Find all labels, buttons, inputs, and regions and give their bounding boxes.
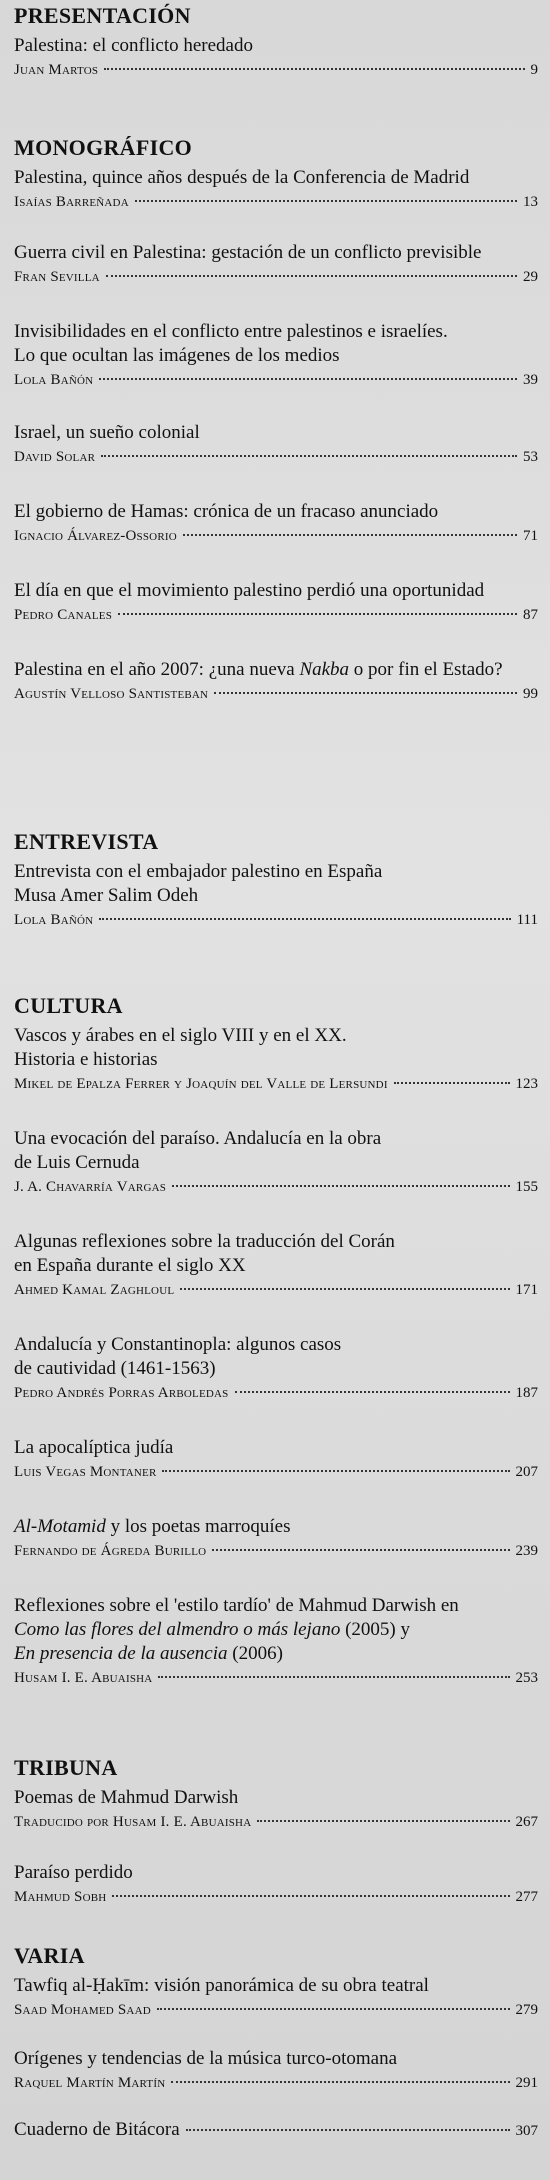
entry-page: 123 [515,1076,538,1092]
entry-title-line-2: de Luis Cernuda [14,1152,140,1173]
toc-entry[interactable] [14,2118,538,2142]
entry-author: Luis Vegas Montaner [14,1464,157,1480]
entry-title-italic: En presencia de la ausencia [14,1643,228,1664]
dot-leader [99,378,517,380]
entry-title: Orígenes y tendencias de la música turco-otomana [14,2048,398,2069]
section-heading: ENTREVISTA [14,829,159,854]
dot-leader [101,455,517,457]
entry-title [14,1515,538,1539]
toc-entry[interactable] [14,2047,538,2092]
dot-leader [180,1288,509,1290]
entry-author: Pedro Canales [14,607,113,623]
toc-entry[interactable] [14,241,538,286]
entry-title: Entrevista con el embajador palestino en España [14,861,383,882]
dot-leader [135,200,517,202]
entry-page: 277 [515,1889,538,1905]
entry-title: El día en que el movimiento palestino perdió una oportunidad [14,580,485,601]
toc-entry[interactable] [14,320,538,389]
section-heading: CULTURA [14,993,123,1018]
toc-entry[interactable] [14,1024,538,1093]
entry-page: 39 [523,372,538,388]
entry-page: 279 [515,2002,538,2018]
toc-entry[interactable] [14,1515,538,1560]
entry-author: Isaías Barreñada [14,194,129,210]
entry-title-line-2: en España durante el siglo XX [14,1255,246,1276]
toc-entry[interactable] [14,1230,538,1299]
entry-title-line-2: Musa Amer Salim Odeh [14,885,199,906]
entry-author: Mikel de Epalza Ferrer y Joaquín del Valle de Lersundi [14,1076,388,1092]
entry-title: Vascos y árabes en el siglo VIII y en el XX. [14,1025,347,1046]
entry-author: Fran Sevilla [14,269,100,285]
section-varia [14,1944,538,2142]
entry-title: Tawfiq al-Ḥakīm: visión panorámica de su obra teatral [14,1975,429,1996]
entry-page: 239 [515,1543,538,1559]
toc-entry[interactable] [14,579,538,624]
dot-leader [112,1895,509,1897]
entry-title-italic: Al-Motamid [14,1516,106,1537]
entry-title: Palestina: el conflicto heredado [14,35,253,56]
dot-leader [394,1082,510,1084]
dot-leader [104,68,524,70]
entry-title: Poemas de Mahmud Darwish [14,1787,239,1808]
entry-page: 253 [515,1670,538,1686]
entry-title-italic: Como las flores del almendro o más lejano [14,1619,341,1640]
entry-author: Lola Bañón [14,912,94,928]
entry-page: 9 [530,62,538,78]
dot-leader [158,1676,509,1678]
toc-entry[interactable] [14,860,538,929]
entry-page: 187 [515,1385,538,1401]
section-presentacion [14,4,538,79]
entry-title: Una evocación del paraíso. Andalucía en la obra [14,1128,382,1149]
entry-title: Guerra civil en Palestina: gestación de un conflicto previsible [14,242,482,263]
section-heading: TRIBUNA [14,1755,118,1780]
entry-author: Pedro Andrés Porras Arboledas [14,1385,229,1401]
entry-page: 53 [523,449,538,465]
entry-page: 207 [515,1464,538,1480]
entry-page: 87 [523,607,538,623]
toc-entry[interactable] [14,1127,538,1196]
dot-leader [172,1185,509,1187]
toc-entry[interactable] [14,1974,538,2019]
dot-leader [118,613,517,615]
dot-leader [171,2081,509,2083]
entry-title: Paraíso perdido [14,1862,133,1883]
entry-title-text: o por fin el Estado? [349,659,503,680]
dot-leader [183,534,517,536]
entry-title: Andalucía y Constantinopla: algunos casos [14,1334,342,1355]
entry-title-text: y los poetas marroquíes [105,1516,291,1537]
entry-author: Traducido por Husam I. E. Abuaisha [14,1814,252,1830]
dot-leader [106,275,517,277]
entry-author: Saad Mohamed Saad [14,2002,151,2018]
entry-title-line-2: de cautividad (1461-1563) [14,1358,216,1379]
dot-leader [257,1820,509,1822]
entry-page: 171 [515,1282,538,1298]
entry-title-line-2: Lo que ocultan las imágenes de los medios [14,345,340,366]
toc-entry[interactable] [14,1594,538,1687]
section-tribuna [14,1756,538,1906]
entry-page: 155 [515,1179,538,1195]
entry-author: Juan Martos [14,62,99,78]
entry-title [14,658,538,682]
dot-leader [214,692,517,694]
entry-author: J. A. Chavarría Vargas [14,1179,167,1195]
entry-title-text: (2005) y [340,1619,410,1640]
entry-author: Ignacio Álvarez-Ossorio [14,528,177,544]
entry-page: 291 [515,2075,538,2091]
section-heading: MONOGRÁFICO [14,135,193,160]
entry-title: Cuaderno de Bitácora [14,2119,180,2140]
entry-page: 71 [523,528,538,544]
entry-author: Lola Bañón [14,372,94,388]
toc-entry[interactable] [14,1786,538,1831]
toc-entry[interactable] [14,658,538,703]
entry-author: Mahmud Sobh [14,1889,107,1905]
section-cultura [14,994,538,1687]
entry-page: 29 [523,269,538,285]
section-monografico [14,136,538,703]
entry-author: Fernando de Ágreda Burillo [14,1543,207,1559]
entry-title-text: (2006) [227,1643,283,1664]
entry-title-line-2 [14,1618,538,1642]
entry-title: Israel, un sueño colonial [14,422,200,443]
entry-title-line-2: Historia e historias [14,1049,158,1070]
entry-title-text: Palestina en el año 2007: ¿una nueva [14,659,300,680]
entry-title: Palestina, quince años después de la Conferencia de Madrid [14,167,470,188]
toc-entry[interactable] [14,1436,538,1481]
entry-author: Husam I. E. Abuaisha [14,1670,153,1686]
dot-leader [212,1549,509,1551]
toc-entry[interactable] [14,34,538,79]
toc-entry[interactable] [14,166,538,211]
toc-entry[interactable] [14,1333,538,1402]
entry-author: Agustín Velloso Santisteban [14,686,209,702]
entry-title: Algunas reflexiones sobre la traducción del Corán [14,1231,395,1252]
entry-title: Reflexiones sobre el 'estilo tardío' de Mahmud Darwish en [14,1595,459,1616]
entry-author: Raquel Martín Martín [14,2075,166,2091]
dot-leader [235,1391,510,1393]
toc-entry[interactable] [14,421,538,466]
entry-title-italic: Nakba [299,659,350,680]
entry-title: El gobierno de Hamas: crónica de un fracaso anunciado [14,501,439,522]
entry-page: 13 [523,194,538,210]
section-heading: VARIA [14,1943,85,1968]
section-heading: PRESENTACIÓN [14,3,191,28]
entry-title: Invisibilidades en el conflicto entre palestinos e israelíes. [14,321,448,342]
entry-author: David Solar [14,449,96,465]
dot-leader [99,918,510,920]
dot-leader [162,1470,509,1472]
entry-author: Ahmed Kamal Zaghloul [14,1282,175,1298]
toc-entry[interactable] [14,500,538,545]
entry-page: 307 [515,2123,538,2139]
toc-entry[interactable] [14,1861,538,1906]
entry-title-line-3 [14,1642,538,1666]
dot-leader [186,2129,510,2131]
entry-title: La apocalíptica judía [14,1437,174,1458]
dot-leader [157,2008,510,2010]
entry-page: 267 [515,1814,538,1830]
entry-page: 111 [516,912,538,928]
section-entrevista [14,830,538,929]
entry-page: 99 [523,686,538,702]
